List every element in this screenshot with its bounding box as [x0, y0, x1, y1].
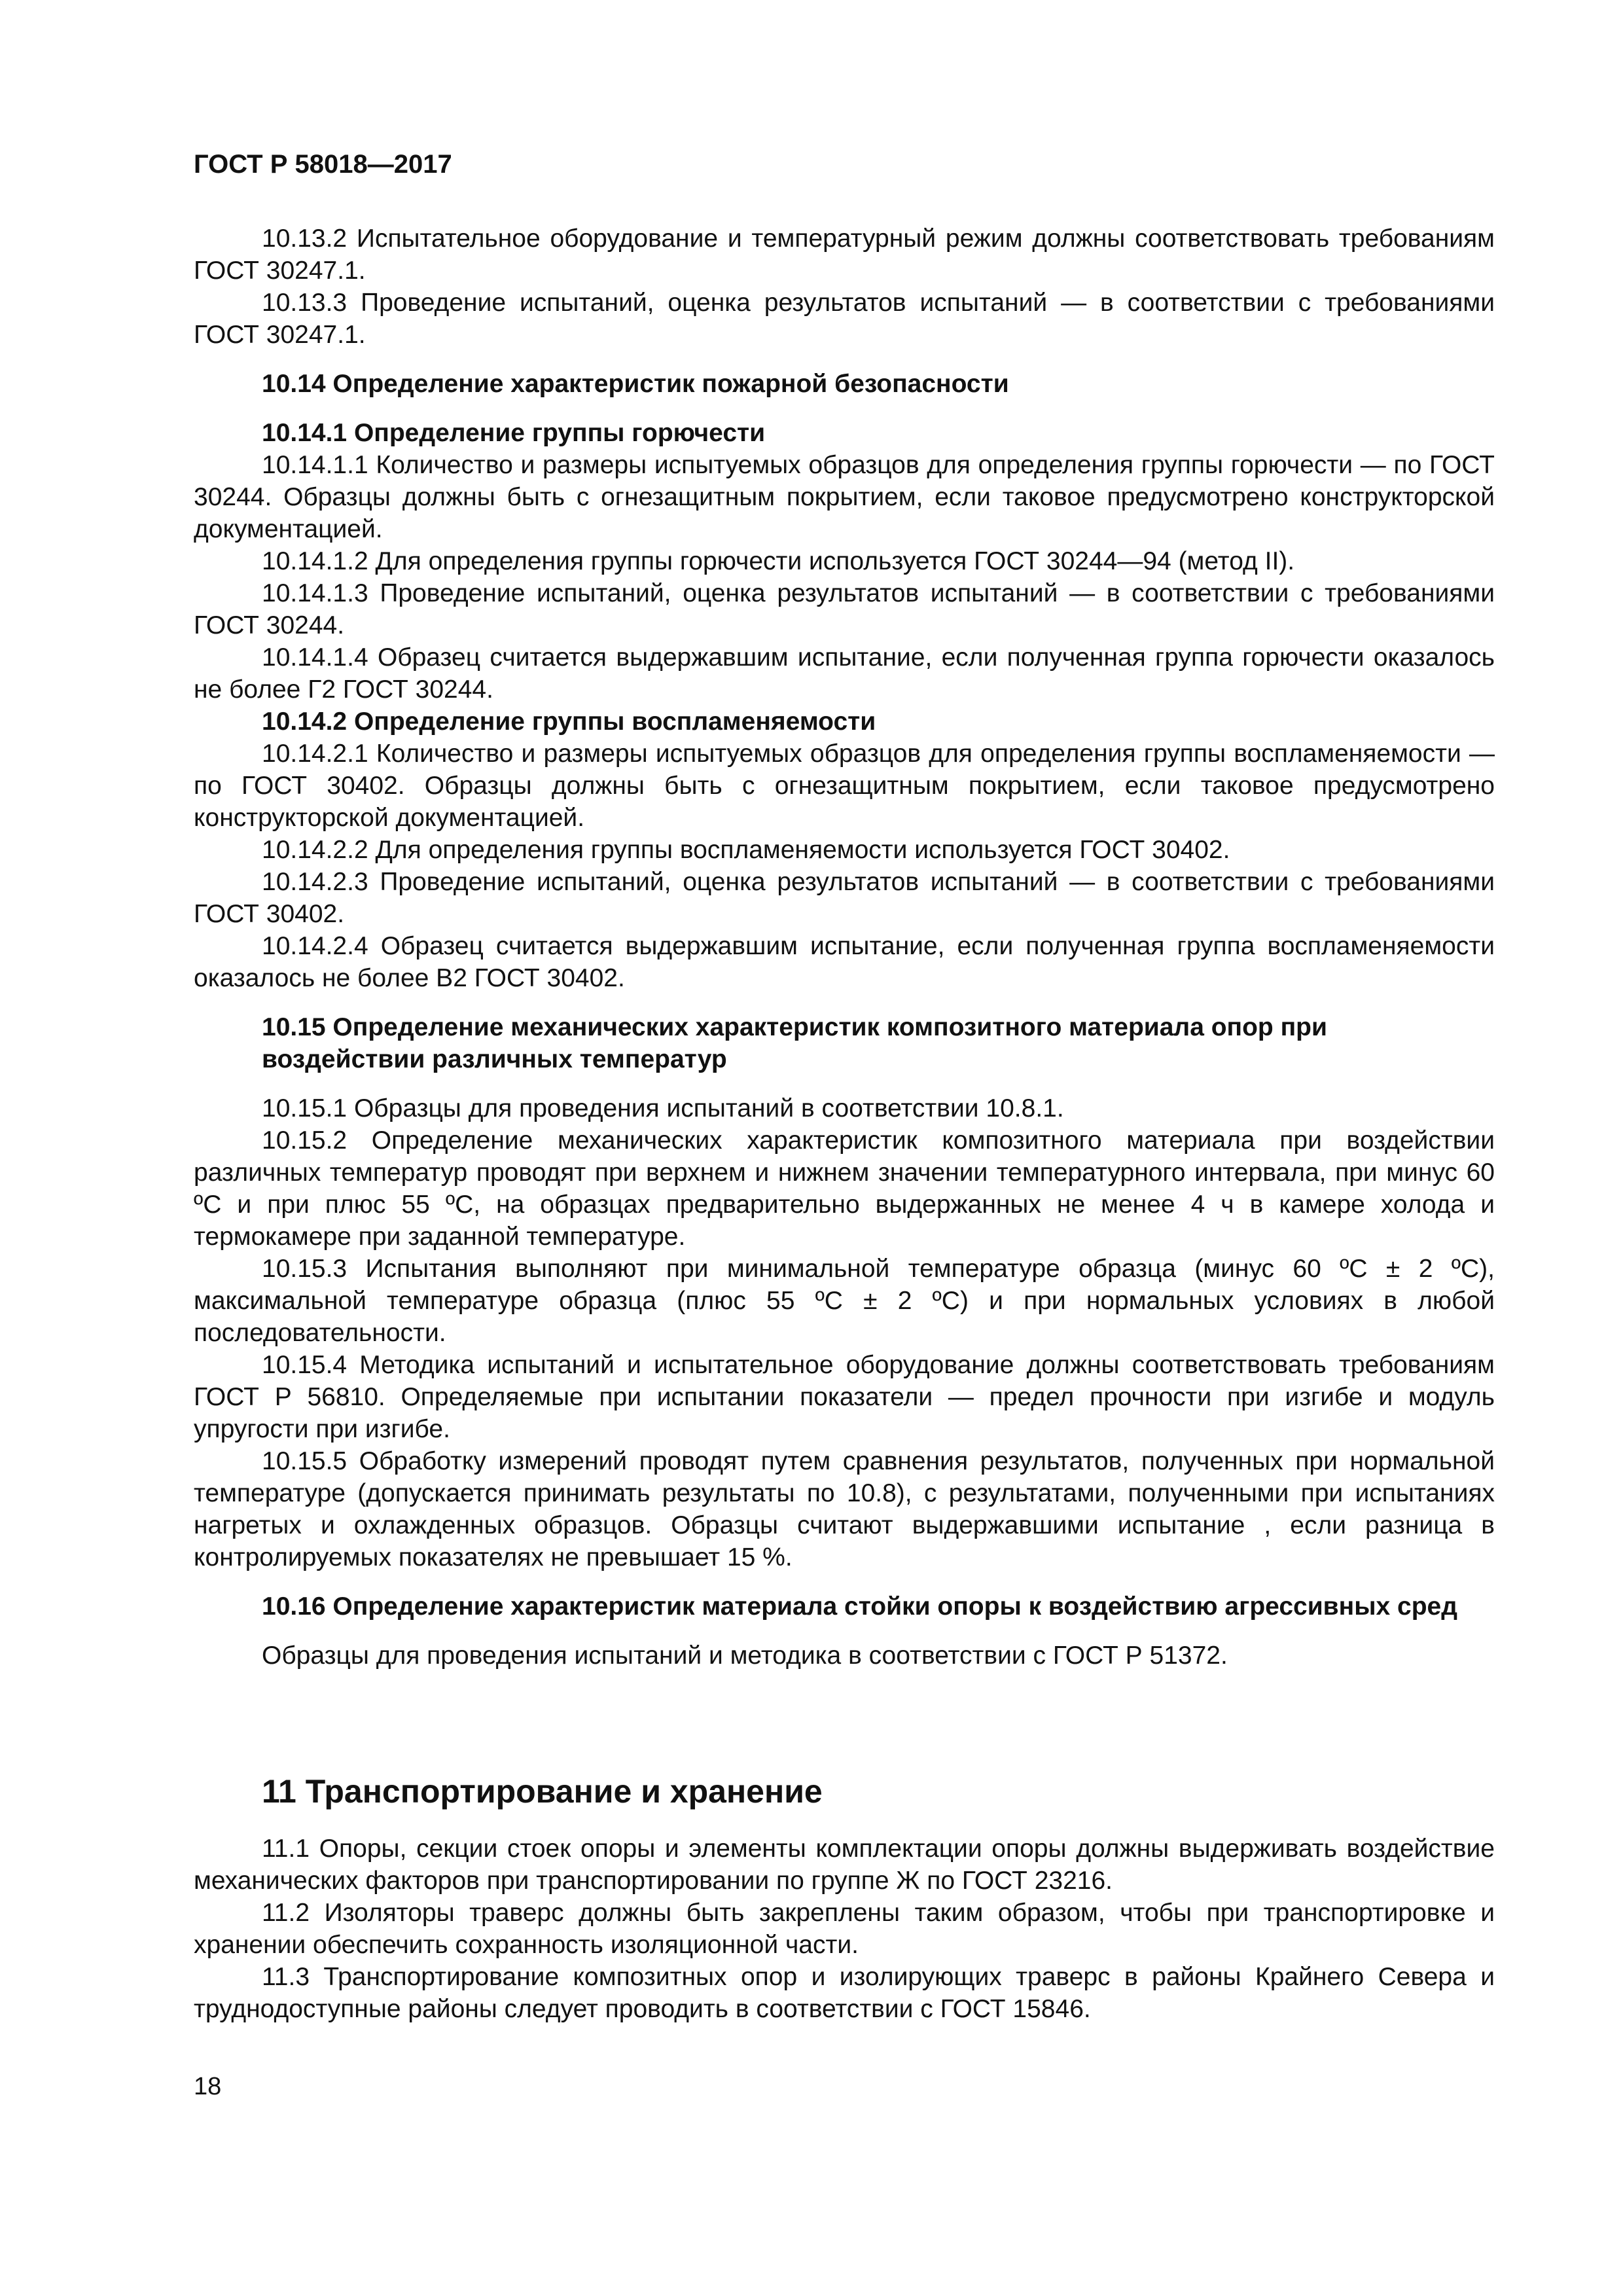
page-number: 18: [194, 2073, 222, 2100]
main-text: [194, 223, 1495, 1672]
document-header: ГОСТ Р 58018—2017: [194, 150, 452, 179]
paragraph-10-15-3: 10.15.3 Испытания выполняют при минимальной температуре образца (минус 60 ºС ± 2 ºС), максимальной температуре образца (плюс 55 ºС ± 2 ºС) и при нормальных условиях в любой последовательности.: [194, 1255, 1495, 1347]
paragraph-10-13-3: 10.13.3 Проведение испытаний, оценка результатов испытаний — в соответствии с требованиями ГОСТ 30247.1.: [194, 289, 1495, 349]
heading-10-14-1: 10.14.1 Определение группы горючести: [262, 419, 766, 447]
paragraph-10-14-1-4: 10.14.1.4 Образец считается выдержавшим испытание, если полученная группа горючести оказалось не более Г2 ГОСТ 30244.: [194, 643, 1495, 704]
paragraph-11-1: 11.1 Опоры, секции стоек опоры и элементы комплектации опоры должны выдерживать воздействие механических факторов при транспортировании по группе Ж по ГОСТ 23216.: [194, 1835, 1495, 1895]
paragraph-11-3: 11.3 Транспортирование композитных опор и изолирующих траверс в районы Крайнего Севера и труднодоступные районы следует проводить в соответствии с ГОСТ 15846.: [194, 1963, 1495, 2023]
paragraph-10-15-4: 10.15.4 Методика испытаний и испытательное оборудование должны соответствовать требованиям ГОСТ Р 56810. Определяемые при испытании показатели — предел прочности при изгибе и модуль упругости при изгибе.: [194, 1351, 1495, 1443]
paragraph-10-15-2: 10.15.2 Определение механических характеристик композитного материала при воздействии различных температур проводят при верхнем и нижнем значении температурного интервала, при минус 60 ºС и при плюс 55 ºС, на образцах предварительно выдержанных не менее 4 ч в камере холода и термокамере при заданной температуре.: [194, 1126, 1495, 1251]
heading-10-15: 10.15 Определение механических характеристик композитного материала опор при воздействии различных температур: [262, 1013, 1327, 1073]
paragraph-10-14-2-2: 10.14.2.2 Для определения группы воспламеняемости используется ГОСТ 30402.: [262, 836, 1230, 864]
heading-10-16: 10.16 Определение характеристик материала стойки опоры к воздействию агрессивных сред: [262, 1592, 1458, 1621]
paragraph-10-14-1-1: 10.14.1.1 Количество и размеры испытуемых образцов для определения группы горючести — по ГОСТ 30244. Образцы должны быть с огнезащитным покрытием, если таковое предусмотрено конструкторской документацией.: [194, 451, 1495, 543]
paragraph-10-15-5: 10.15.5 Обработку измерений проводят путем сравнения результатов, полученных при нормальной температуре (допускается принимать результаты по 10.8), с результатами, полученными при испытаниях нагретых и охлажденных образцов. Образцы считают выдержавшими испытание , если разница в контролируемых показателях не превышает 15 %.: [194, 1447, 1495, 1571]
heading-10-14-2: 10.14.2 Определение группы воспламеняемости: [262, 708, 876, 736]
paragraph-10-14-2-1: 10.14.2.1 Количество и размеры испытуемых образцов для определения группы воспламеняемости — по ГОСТ 30402. Образцы должны быть с огнезащитным покрытием, если таковое предусмотрено конструкторской документацией.: [194, 740, 1495, 832]
section-11-text: [194, 1833, 1495, 2025]
paragraph-10-14-2-4: 10.14.2.4 Образец считается выдержавшим испытание, если полученная группа воспламеняемости оказалось не более В2 ГОСТ 30402.: [194, 932, 1495, 992]
paragraph-10-13-2: 10.13.2 Испытательное оборудование и температурный режим должны соответствовать требованиям ГОСТ 30247.1.: [194, 224, 1495, 285]
section-11-title: 11 Транспортирование и хранение: [262, 1773, 823, 1810]
paragraph-10-14-1-2: 10.14.1.2 Для определения группы горючести используется ГОСТ 30244—94 (метод II).: [262, 547, 1295, 575]
heading-10-14: 10.14 Определение характеристик пожарной безопасности: [262, 370, 1009, 398]
paragraph-10-15-1: 10.15.1 Образцы для проведения испытаний в соответствии 10.8.1.: [262, 1094, 1064, 1122]
paragraph-10-16: Образцы для проведения испытаний и методика в соответствии с ГОСТ Р 51372.: [262, 1641, 1228, 1670]
paragraph-10-14-2-3: 10.14.2.3 Проведение испытаний, оценка результатов испытаний — в соответствии с требованиями ГОСТ 30402.: [194, 868, 1495, 928]
paragraph-10-14-1-3: 10.14.1.3 Проведение испытаний, оценка результатов испытаний — в соответствии с требованиями ГОСТ 30244.: [194, 579, 1495, 639]
paragraph-11-2: 11.2 Изоляторы траверс должны быть закреплены таким образом, чтобы при транспортировке и хранении обеспечить сохранность изоляционной части.: [194, 1899, 1495, 1959]
